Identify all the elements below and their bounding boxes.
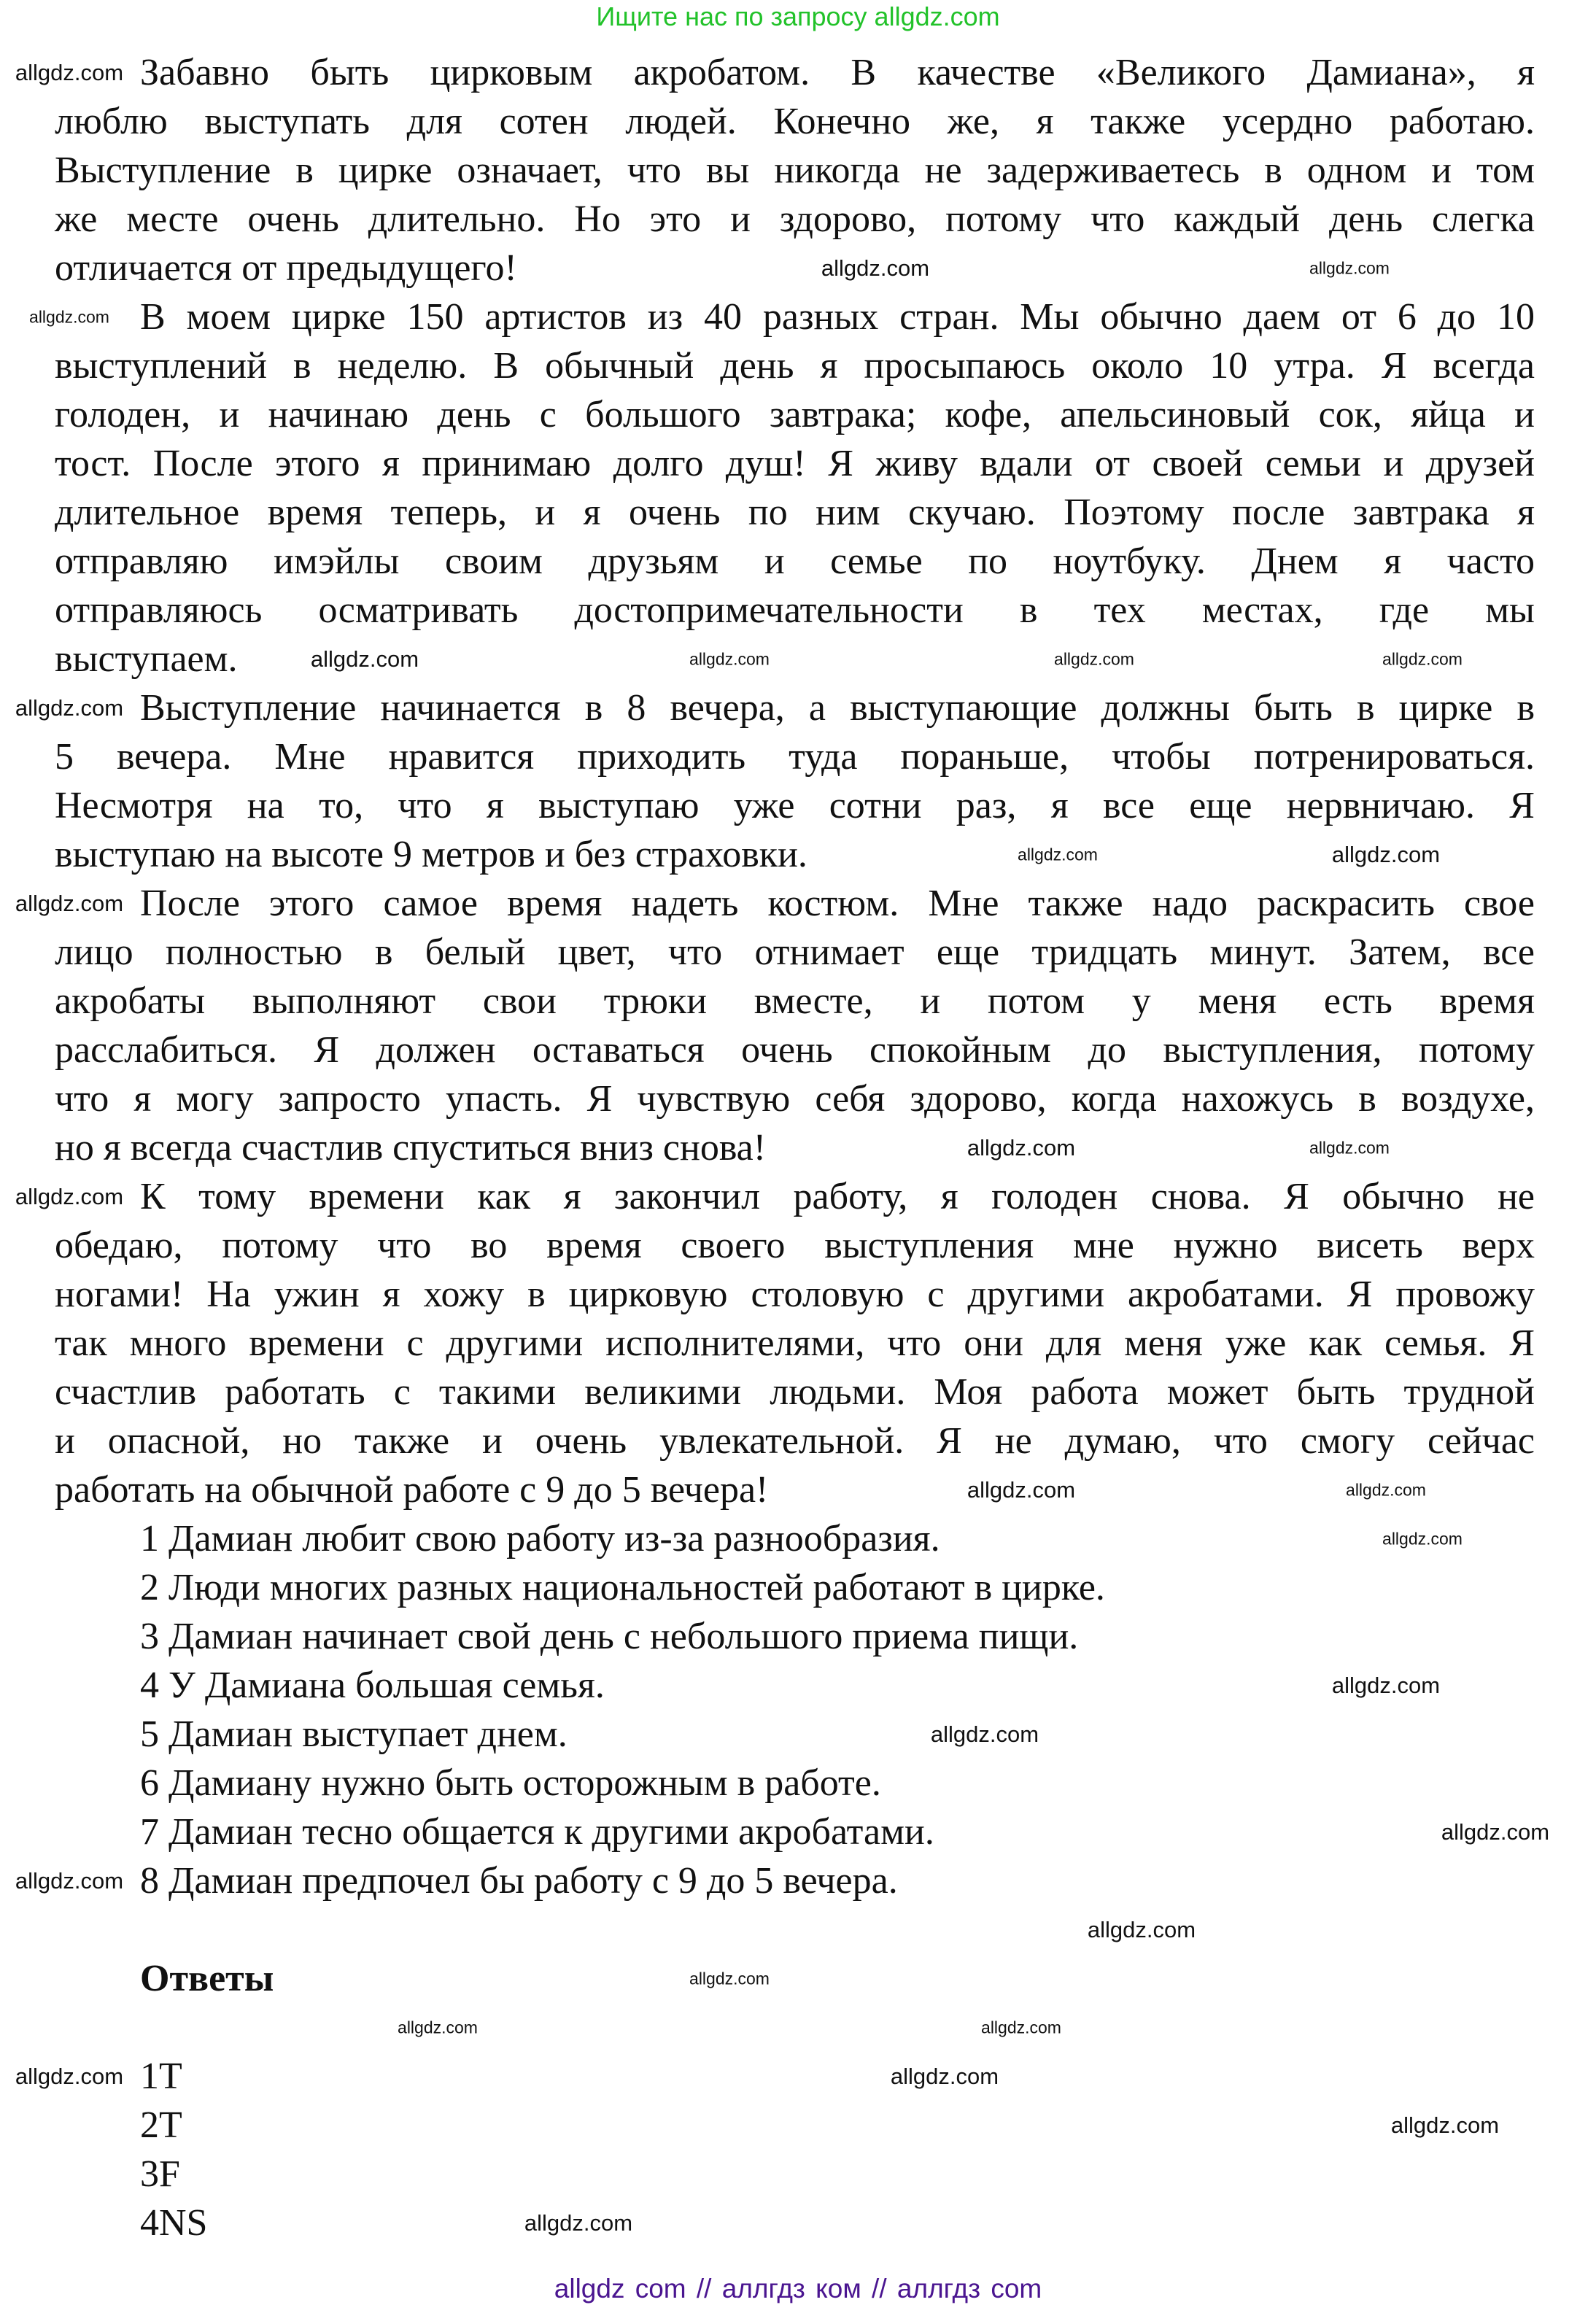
paragraph-4-line-row (55, 977, 1535, 1026)
paragraph-2-line: выступлений в неделю. В обычный день я просыпаюсь около 10 утра. Я всегда (55, 345, 1535, 387)
watermark-text: allgdz.com (981, 2017, 1061, 2037)
watermark-text: allgdz.com (930, 1721, 1039, 1747)
answer-item: 4NS (140, 2202, 208, 2244)
paragraph-1-line-row (55, 48, 1535, 97)
paragraph-5-line: К тому времени как я закончил работу, я голоден снова. Я обычно не (140, 1176, 1535, 1217)
paragraph-2-line: выступаем. (55, 638, 238, 680)
watermark-text: allgdz.com (1346, 1479, 1426, 1499)
watermark-text: allgdz.com (15, 694, 124, 721)
statement-item: 2 Люди многих разных национальностей работают в цирке. (140, 1567, 1105, 1608)
paragraph-3-line-row (55, 683, 1535, 732)
watermark-text: allgdz.com (1390, 2112, 1500, 2138)
paragraph-2-line: голоден, и начинаю день с большого завтрака; кофе, апельсиновый сок, яйца и (55, 394, 1535, 435)
paragraph-1-line: Выступление в цирке означает, что вы никогда не задерживаетесь в одном и том (55, 150, 1535, 191)
paragraph-5-line: и опасной, но также и очень увлекательной. Я не думаю, что смогу сейчас (55, 1420, 1535, 1462)
watermark-text: allgdz.com (15, 890, 124, 916)
answer-item: 3F (140, 2153, 180, 2195)
paragraph-1-line-row (55, 146, 1535, 195)
watermark-text: allgdz.com (689, 648, 770, 668)
paragraph-3-line-row (55, 732, 1535, 781)
watermark-text: allgdz.com (689, 1968, 770, 1988)
watermark-text: allgdz.com (398, 2017, 478, 2037)
paragraph-1-line-row (55, 97, 1535, 146)
paragraph-3-line: Несмотря на то, что я выступаю уже сотни раз, я все еще нервничаю. Я (55, 785, 1535, 826)
watermark-text: allgdz.com (15, 59, 124, 85)
watermark-text: allgdz.com (524, 2209, 633, 2236)
answer-item: 2T (140, 2104, 182, 2146)
site-footer[interactable]: allgdz com // аллгдз ком // аллгдз com (554, 2274, 1042, 2304)
watermark-text: allgdz.com (15, 1183, 124, 1209)
paragraph-3-line: 5 вечера. Мне нравится приходить туда пораньше, чтобы потренироваться. (55, 736, 1535, 778)
paragraph-5-line-row (55, 1221, 1535, 1270)
paragraph-5-line: работать на обычной работе с 9 до 5 вечера! (55, 1469, 769, 1511)
paragraph-2-line-row (55, 439, 1535, 488)
statement-item-row (55, 1808, 1535, 1856)
paragraph-4-line: что я могу запросто упасть. Я чувствую себя здорово, когда нахожусь в воздухе, (55, 1078, 1535, 1120)
paragraph-4-line: После этого самое время надеть костюм. Мне также надо раскрасить свое (140, 883, 1535, 924)
statement-item-row (55, 1856, 1535, 1905)
statement-item-row (55, 1759, 1535, 1808)
watermark-text: allgdz.com (15, 1867, 124, 1894)
paragraph-2-line-row (55, 390, 1535, 439)
paragraph-4-line-row (55, 1074, 1535, 1123)
paragraph-4-line: но я всегда счастлив спуститься вниз снова! (55, 1127, 767, 1169)
paragraph-4-line-row (55, 928, 1535, 977)
paragraph-2-line-row (55, 586, 1535, 635)
paragraph-2-line: В моем цирке 150 артистов из 40 разных стран. Мы обычно даем от 6 до 10 (140, 296, 1535, 338)
watermark-text: allgdz.com (1382, 648, 1463, 668)
answers-heading: Ответы (140, 1958, 274, 1999)
paragraph-2-line: отправляю имэйлы своим друзьям и семье по ноутбуку. Днем я часто (55, 541, 1535, 582)
statement-item: 6 Дамиану нужно быть осторожным в работе. (140, 1762, 881, 1804)
paragraph-4-line: расслабиться. Я должен оставаться очень спокойным до выступления, потому (55, 1029, 1535, 1071)
spacer-row (55, 1905, 1535, 1954)
paragraph-5-line-row (55, 1270, 1535, 1319)
answer-item-row (55, 2150, 1535, 2198)
watermark-text: allgdz.com (1309, 1137, 1390, 1157)
paragraph-3-line-row (55, 781, 1535, 830)
site-banner[interactable]: Ищите нас по запросу allgdz.com (596, 1, 1000, 31)
watermark-text: allgdz.com (890, 2063, 999, 2089)
paragraph-5-line-row (55, 1172, 1535, 1221)
paragraph-2-line-row (55, 537, 1535, 586)
paragraph-4-line: акробаты выполняют свои трюки вместе, и потом у меня есть время (55, 980, 1535, 1022)
paragraph-5-line: обедаю, потому что во время своего выступления мне нужно висеть верх (55, 1225, 1535, 1266)
statement-item-row (55, 1514, 1535, 1563)
answer-item-row (55, 2101, 1535, 2150)
paragraph-4-line-row (55, 879, 1535, 928)
watermark-text: allgdz.com (1331, 841, 1441, 867)
paragraph-5-line: так много времени с другими исполнителями, что они для меня уже как семья. Я (55, 1322, 1535, 1364)
watermark-text: allgdz.com (1441, 1818, 1550, 1845)
statement-item-row (55, 1563, 1535, 1612)
paragraph-1-line-row (55, 195, 1535, 244)
watermark-text: allgdz.com (1087, 1916, 1196, 1942)
statement-item-row (55, 1612, 1535, 1661)
paragraph-5-line-row (55, 1465, 1535, 1514)
statement-item: 5 Дамиан выступает днем. (140, 1713, 567, 1755)
paragraph-4-line: лицо полностью в белый цвет, что отнимает еще тридцать минут. Затем, все (55, 931, 1535, 973)
paragraph-2-line: тост. После этого я принимаю долго душ! Я живу вдали от своей семьи и друзей (55, 443, 1535, 484)
answer-item: 1T (140, 2056, 182, 2097)
answer-item-row (55, 2052, 1535, 2101)
answer-item-row (55, 2198, 1535, 2247)
watermark-text: allgdz.com (15, 2063, 124, 2089)
paragraph-2-line: отправляюсь осматривать достопримечательности в тех местах, где мы (55, 589, 1535, 631)
statement-item: 7 Дамиан тесно общается к другими акробатами. (140, 1811, 934, 1853)
statement-item: 1 Дамиан любит свою работу из-за разнообразия. (140, 1518, 940, 1560)
paragraph-3-line-row (55, 830, 1535, 879)
paragraph-5-line: ногами! На ужин я хожу в цирковую столовую с другими акробатами. Я провожу (55, 1274, 1535, 1315)
paragraph-1-line: же месте очень длительно. Но это и здорово, потому что каждый день слегка (55, 198, 1535, 240)
answers-heading-row (55, 1954, 1535, 2003)
watermark-text: allgdz.com (1309, 257, 1390, 277)
watermark-text: allgdz.com (821, 255, 930, 281)
watermark-text: allgdz.com (1018, 844, 1098, 864)
statement-item: 4 У Дамиана большая семья. (140, 1665, 605, 1706)
watermark-text: allgdz.com (1054, 648, 1134, 668)
paragraph-1-line: отличается от предыдущего! (55, 247, 517, 289)
paragraph-3-line: выступаю на высоте 9 метров и без страховки. (55, 834, 807, 875)
statement-item-row (55, 1661, 1535, 1710)
watermark-text: allgdz.com (29, 306, 109, 326)
statement-item-row (55, 1710, 1535, 1759)
paragraph-3-line: Выступление начинается в 8 вечера, а выступающие должны быть в цирке в (140, 687, 1535, 729)
spacer-row (55, 2003, 1535, 2052)
watermark-text: allgdz.com (1331, 1672, 1441, 1698)
watermark-text: allgdz.com (966, 1476, 1076, 1503)
paragraph-5-line-row (55, 1319, 1535, 1368)
watermark-text: allgdz.com (1382, 1528, 1463, 1548)
paragraph-2-line-row (55, 488, 1535, 537)
watermark-text: allgdz.com (310, 646, 419, 672)
paragraph-1-line: Забавно быть цирковым акробатом. В качестве «Великого Дамиана», я (140, 52, 1535, 93)
paragraph-1-line: люблю выступать для сотен людей. Конечно же, я также усердно работаю. (55, 101, 1535, 142)
statement-item: 3 Дамиан начинает свой день с небольшого приема пищи. (140, 1616, 1079, 1657)
paragraph-4-line-row (55, 1026, 1535, 1074)
paragraph-2-line-row (55, 341, 1535, 390)
paragraph-2-line: длительное время теперь, и я очень по ним скучаю. Поэтому после завтрака я (55, 492, 1535, 533)
paragraph-5-line-row (55, 1368, 1535, 1417)
paragraph-2-line-row (55, 635, 1535, 683)
statement-item: 8 Дамиан предпочел бы работу с 9 до 5 вечера. (140, 1860, 898, 1902)
paragraph-5-line: счастлив работать с такими великими людьми. Моя работа может быть трудной (55, 1371, 1535, 1413)
paragraph-5-line-row (55, 1417, 1535, 1465)
watermark-text: allgdz.com (966, 1134, 1076, 1161)
paragraph-2-line-row (55, 292, 1535, 341)
